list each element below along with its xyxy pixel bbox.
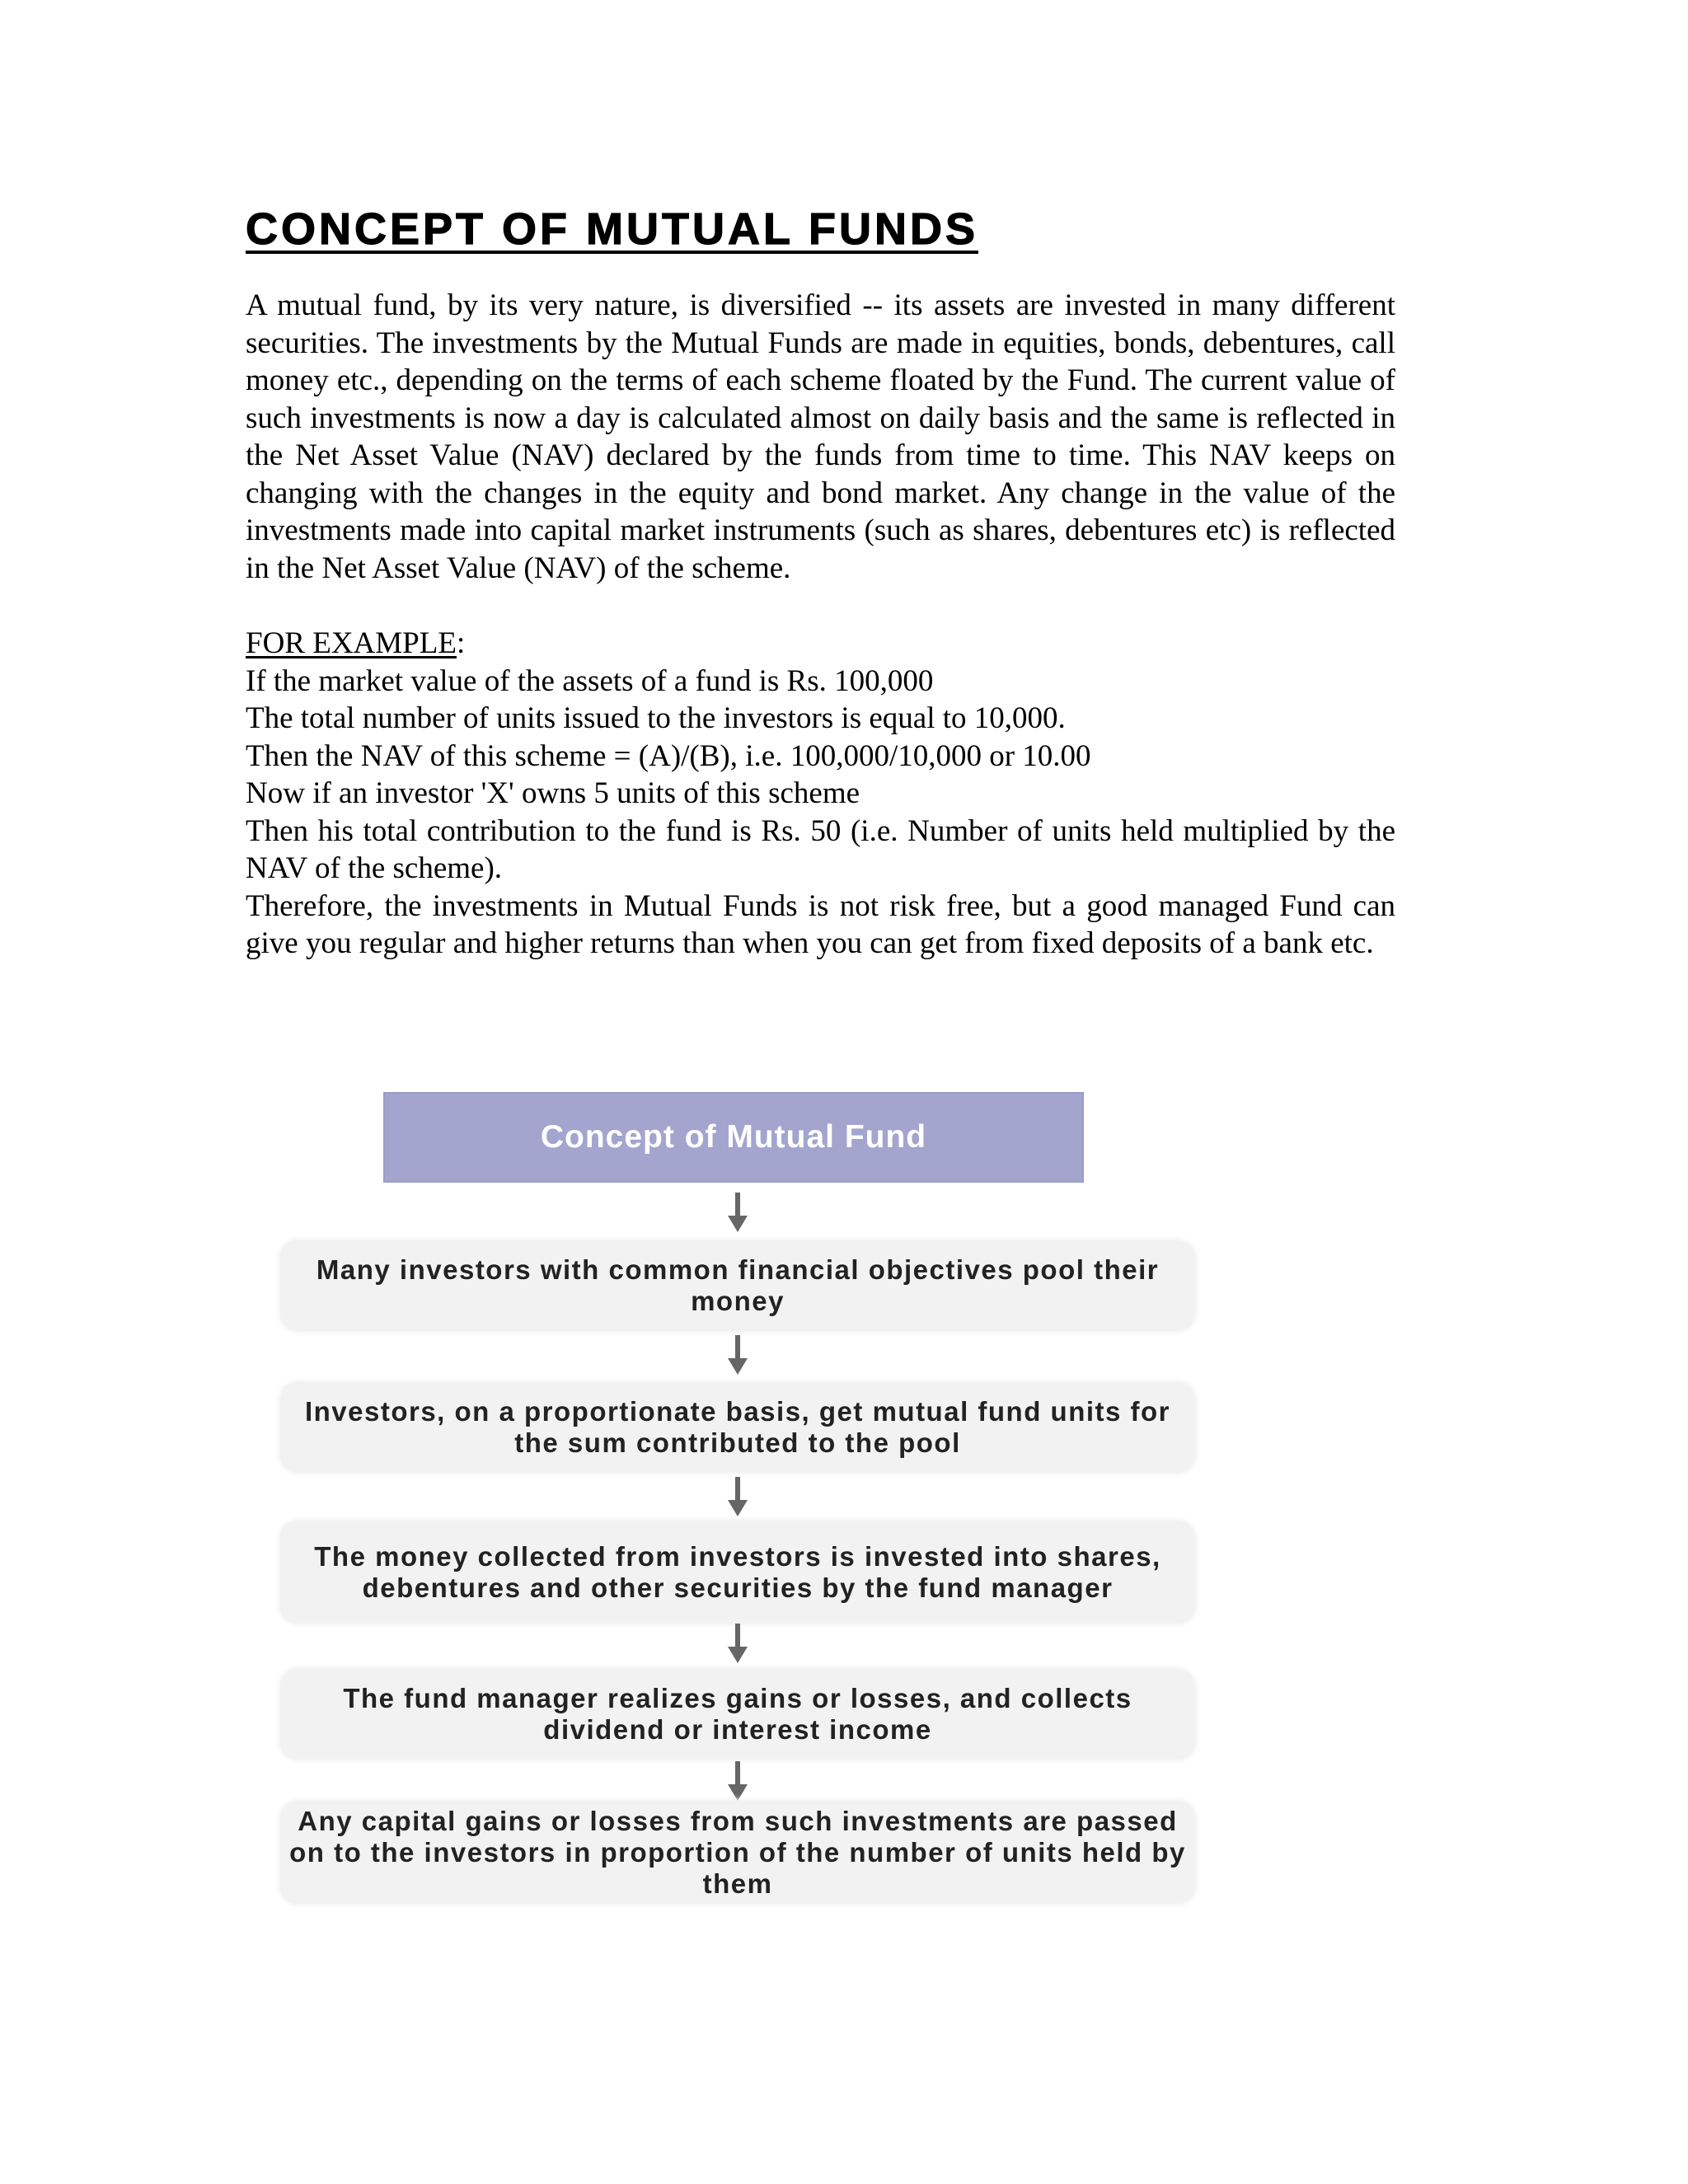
down-arrow-icon xyxy=(725,1193,750,1234)
example-line: The total number of units issued to the investors is equal to 10,000. xyxy=(246,701,1066,735)
down-arrow-icon xyxy=(725,1477,750,1518)
down-arrow-icon xyxy=(725,1624,750,1665)
flowchart-step-5: Any capital gains or losses from such investments are passed on to the investors in proportion of the number of units held by them xyxy=(280,1801,1195,1904)
example-heading xyxy=(246,625,1395,663)
flowchart-step-2: Investors, on a proportionate basis, get mutual fund units for the sum contributed to the pool xyxy=(280,1382,1195,1473)
example-line: Then the NAV of this scheme = (A)/(B), i.e. 100,000/10,000 or 10.00 xyxy=(246,738,1091,773)
flowchart-step-3: The money collected from investors is invested into shares, debentures and other securities by the fund manager xyxy=(280,1521,1195,1624)
example-line: Therefore, the investments in Mutual Funds is not risk free, but a good managed Fund can give you regular and higher returns than when you can get from fixed deposits of a bank etc. xyxy=(246,888,1395,960)
page-title: CONCEPT OF MUTUAL FUNDS xyxy=(246,204,978,254)
flowchart-step-4: The fund manager realizes gains or losses, and collects dividend or interest income xyxy=(280,1669,1195,1760)
example-line: If the market value of the assets of a fund is Rs. 100,000 xyxy=(246,663,934,698)
example-label: FOR EXAMPLE xyxy=(246,626,457,660)
example-line: Now if an investor 'X' owns 5 units of this scheme xyxy=(246,776,860,810)
flowchart-title: Concept of Mutual Fund xyxy=(383,1092,1084,1183)
document-body xyxy=(246,198,1395,963)
example-line: Then his total contribution to the fund is Rs. 50 (i.e. Number of units held multiplied by the NAV of the scheme). xyxy=(246,813,1395,885)
down-arrow-icon xyxy=(725,1761,750,1802)
intro-paragraph: A mutual fund, by its very nature, is diversified -- its assets are invested in many different securities. The investments by the Mutual Funds are made in equities, bonds, debentures, call money etc., depending on the terms of each scheme floated by the Fund. The current value of such investments is now a day is calculated almost on daily basis and the same is reflected in the Net Asset Value (NAV) declared by the funds from time to time. This NAV keeps on changing with the changes in the equity and bond market. Any change in the value of the investments made into capital market instruments (such as shares, debentures etc) is reflected in the Net Asset Value (NAV) of the scheme. xyxy=(246,288,1395,585)
example-label-suffix: : xyxy=(456,626,466,660)
down-arrow-icon xyxy=(725,1335,750,1376)
flowchart-step-1: Many investors with common financial objectives pool their money xyxy=(280,1240,1195,1331)
example-section xyxy=(246,625,1395,963)
mutual-fund-flowchart xyxy=(280,1092,1199,1899)
